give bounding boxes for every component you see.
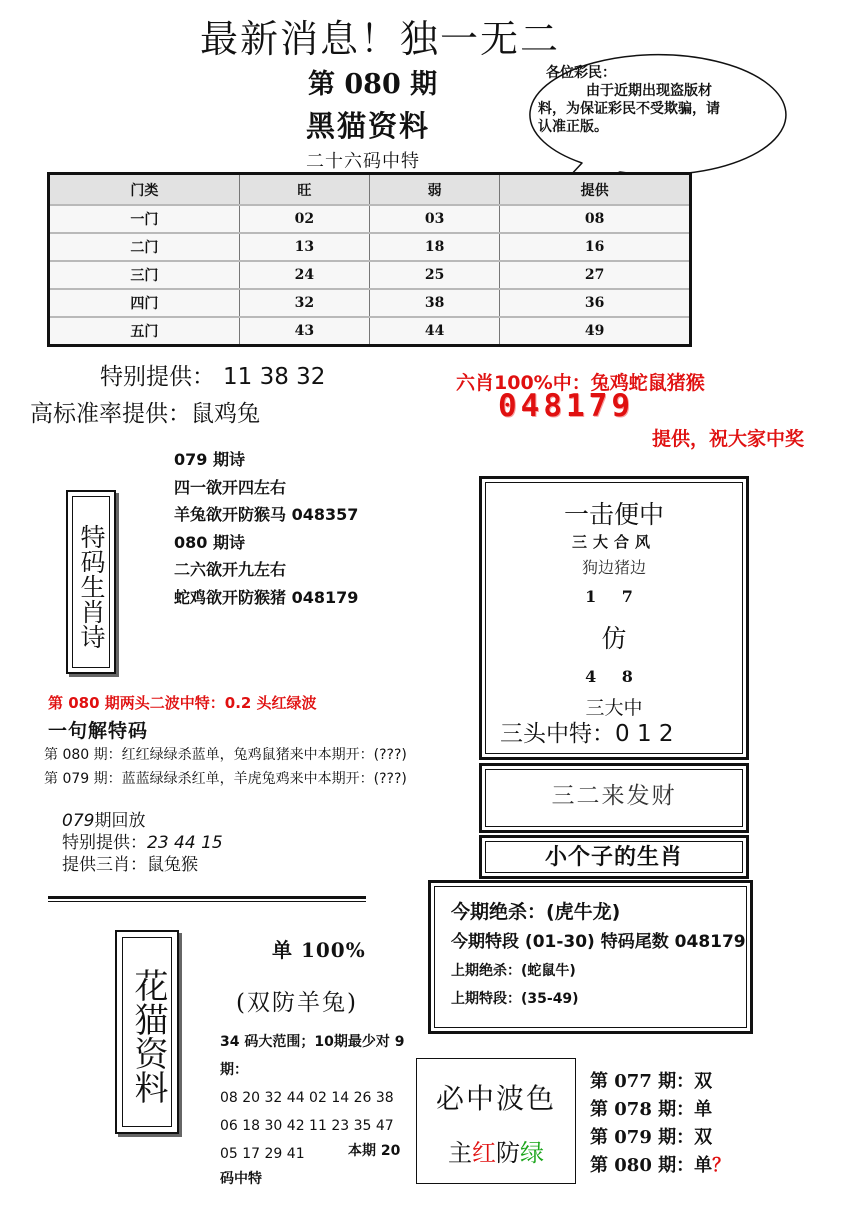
table-cell: 五门 [49, 317, 240, 346]
issue-number: 第 080 期 [308, 69, 438, 100]
segment-line-previous: 上期特段：(35-49) [451, 991, 579, 1007]
history-label: 第 077 期： [590, 1071, 695, 1092]
history-row [590, 1152, 730, 1180]
table-header: 弱 [369, 174, 499, 206]
history-row [590, 1124, 730, 1152]
history-value: 单 [694, 1155, 713, 1176]
kill-box [428, 880, 753, 1034]
history-row [590, 1096, 730, 1124]
special-label: 特别提供： [100, 364, 215, 390]
number-row: 08 20 32 44 02 14 26 38 [220, 1090, 394, 1106]
history-label: 第 079 期： [590, 1127, 695, 1148]
special-offer [100, 358, 325, 391]
table-row [49, 261, 691, 289]
poem-side-title-text: 特码生肖诗 [72, 496, 110, 668]
special-numbers: 11 38 32 [223, 364, 326, 390]
poem-block [174, 446, 358, 611]
poem-line: 二六欲开九左右 [174, 560, 287, 579]
saner-text: 三二来发财 [485, 769, 743, 827]
wave-sub [417, 1133, 575, 1168]
notice-greeting: 各位彩民： [546, 65, 616, 81]
kill-line-previous: 上期绝杀：(蛇鼠牛) [451, 963, 576, 979]
history-value: 双 [694, 1071, 713, 1092]
divider [48, 896, 366, 899]
yiji-box [479, 476, 749, 760]
jie-line-080: 第 080 期：红红绿绿杀蓝单，兔鸡鼠猪来中本期开：(???) [44, 747, 407, 763]
wish-text: 提供，祝大家中奖 [652, 428, 805, 450]
two-head-wave: 第 080 期两头二波中特：0.2 头红绿波 [48, 694, 317, 712]
replay-block [62, 810, 223, 876]
doc-name: 黑猫资料 [306, 109, 431, 143]
table-row [49, 317, 691, 346]
mazt-text: 码中特 [220, 1171, 262, 1187]
page-title: 最新消息！独一无二 [200, 17, 561, 61]
history-value: 双 [694, 1127, 713, 1148]
huamao-side-title [115, 930, 179, 1134]
wave-color-box [416, 1058, 576, 1184]
six-zodiac-title: 六肖100%中：兔鸡蛇鼠猪猴 [456, 372, 705, 394]
yiji-fang: 仿 [601, 624, 627, 653]
history-row [590, 1068, 730, 1096]
notice-body: 由于近期出现盗版材料，为保证彩民不受欺骗，请认准正版。 [538, 83, 720, 135]
yiju-title: 一句解特码 [48, 720, 149, 742]
poem-line: 羊兔欲开防猴马 048357 [174, 505, 359, 524]
shuangfang: (双防羊兔) [236, 990, 358, 1016]
kill-line-current: 今期绝杀：(虎牛龙) [451, 901, 621, 923]
table-cell: 18 [369, 233, 499, 261]
history-list [590, 1068, 730, 1180]
table-cell: 16 [500, 233, 691, 261]
yiji-title: 一击便中 [563, 500, 664, 529]
replay-three-label: 提供三肖： [62, 855, 147, 875]
table-cell: 02 [239, 205, 369, 233]
table-header: 门类 [49, 174, 240, 206]
yiji-dog-pig: 狗边猪边 [581, 558, 646, 577]
benqi-text: 本期 20 [348, 1143, 401, 1159]
table-row [49, 289, 691, 317]
table-cell: 38 [369, 289, 499, 317]
yiji-numbers-17: 1 7 [585, 587, 643, 606]
table-cell: 三门 [49, 261, 240, 289]
history-value: 单 [694, 1099, 713, 1120]
wave-green: 绿 [520, 1139, 544, 1167]
replay-title: 期回放 [94, 811, 146, 831]
table-cell: 27 [500, 261, 691, 289]
wave-main: 主 [448, 1139, 472, 1167]
table-cell: 24 [239, 261, 369, 289]
divider [48, 901, 366, 902]
yiji-cut-line: 三大合风 [571, 533, 656, 551]
wave-title: 必中波色 [435, 1082, 556, 1115]
huamao-side-title-text: 花猫资料 [122, 937, 172, 1127]
history-label: 第 080 期： [590, 1155, 695, 1176]
table-cell: 08 [500, 205, 691, 233]
poem-side-title [66, 490, 116, 674]
wave-fang: 防 [496, 1139, 520, 1167]
range-text: 34 码大范围；10期最少对 9期： [220, 1034, 405, 1078]
yiji-numbers-48: 4 8 [585, 667, 643, 686]
small-zodiac-box [479, 835, 749, 879]
poem-line: 079 期诗 [174, 450, 245, 469]
table-cell: 49 [500, 317, 691, 346]
table-header: 旺 [239, 174, 369, 206]
number-table [47, 172, 692, 347]
poem-line: 蛇鸡欲开防猴猪 048179 [174, 587, 359, 607]
poem-line: 四一欲开四左右 [174, 477, 287, 497]
table-row [49, 233, 691, 261]
table-cell: 36 [500, 289, 691, 317]
dan-100: 单 100% [272, 938, 366, 962]
number-row: 05 17 29 41 [220, 1146, 305, 1162]
table-cell: 03 [369, 205, 499, 233]
subtitle: 二十六码中特 [306, 151, 420, 172]
wave-red: 红 [472, 1139, 496, 1167]
small-zodiac-text: 小个子的生肖 [485, 841, 743, 873]
table-cell: 四门 [49, 289, 240, 317]
santou-text: 三头中特：0 1 2 [500, 721, 674, 747]
table-cell: 44 [369, 317, 499, 346]
saner-box [479, 763, 749, 833]
table-cell: 25 [369, 261, 499, 289]
table-header-row [49, 174, 691, 206]
replay-issue: 079 [62, 811, 95, 831]
replay-special-numbers: 23 44 15 [147, 833, 223, 853]
table-header: 提供 [500, 174, 691, 206]
number-row: 06 18 30 42 11 23 35 47 [220, 1118, 394, 1134]
table-cell: 13 [239, 233, 369, 261]
six-zodiac-numbers: 048179 [498, 388, 634, 424]
jie-line-079: 第 079 期：蓝蓝绿绿杀红单，羊虎兔鸡来中本期开：(???) [44, 771, 407, 787]
yiji-cut-line-2: 三大中 [585, 697, 643, 719]
poem-line: 080 期诗 [174, 532, 245, 552]
table-cell: 二门 [49, 233, 240, 261]
segment-line-current: 今期特段 (01-30) 特码尾数 048179 [451, 932, 746, 952]
table-cell: 43 [239, 317, 369, 346]
table-cell: 一门 [49, 205, 240, 233]
history-label: 第 078 期： [590, 1099, 695, 1120]
replay-special-label: 特别提供： [62, 833, 147, 853]
table-row [49, 205, 691, 233]
table-cell: 32 [239, 289, 369, 317]
replay-three-values: 鼠兔猴 [147, 855, 198, 875]
history-question: ？ [712, 1155, 731, 1176]
notice-text [538, 64, 724, 150]
high-rate-offer: 高标准率提供：鼠鸡兔 [30, 401, 260, 427]
